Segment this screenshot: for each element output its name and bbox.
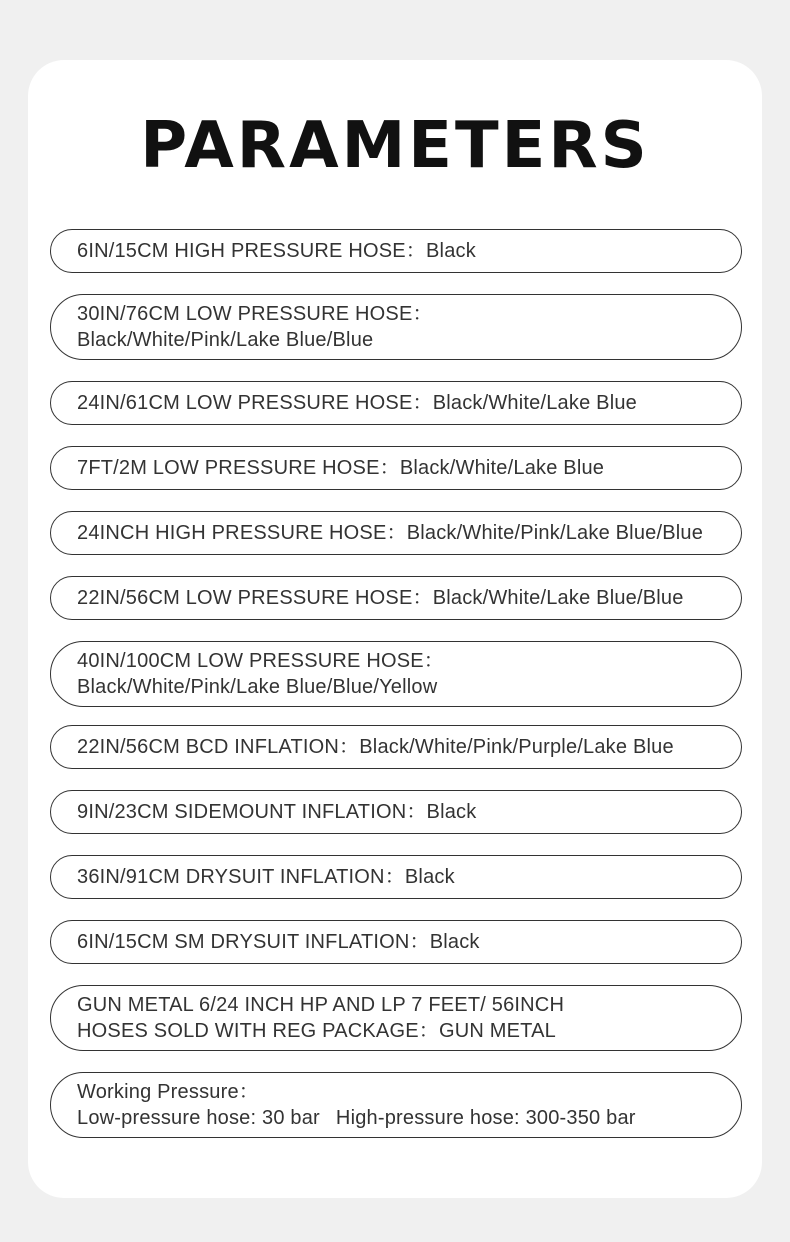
param-text: 30IN/76CM LOW PRESSURE HOSE： [77, 303, 433, 325]
param-text: 6IN/15CM SM DRYSUIT INFLATION：Black [77, 931, 480, 953]
param-text: Black/White/Pink/Lake Blue/Blue [77, 329, 374, 351]
param-text: 7FT/2M LOW PRESSURE HOSE：Black/White/Lake Blue [77, 457, 605, 479]
high-pressure-value: High-pressure hose: 300-350 bar [335, 1107, 636, 1129]
param-text: 9IN/23CM SIDEMOUNT INFLATION：Black [77, 801, 477, 823]
low-pressure-value: Low-pressure hose: 30 bar [77, 1107, 320, 1129]
param-item [50, 229, 742, 273]
param-text: Working Pressure： [77, 1081, 259, 1103]
param-text: 24IN/61CM LOW PRESSURE HOSE：Black/White/Lake Blue [77, 392, 637, 414]
param-item [50, 511, 742, 555]
param-text: 22IN/56CM BCD INFLATION：Black/White/Pink/Purple/Lake Blue [77, 736, 674, 758]
param-item [50, 790, 742, 834]
param-item [50, 641, 742, 707]
param-item [50, 855, 742, 899]
param-item [50, 446, 742, 490]
param-item [50, 920, 742, 964]
param-item [50, 576, 742, 620]
param-item [50, 381, 742, 425]
param-text-pressures [77, 1105, 717, 1131]
param-text: 40IN/100CM LOW PRESSURE HOSE： [77, 650, 445, 672]
param-item [50, 725, 742, 769]
param-text: GUN METAL 6/24 INCH HP AND LP 7 FEET/ 56INCH [77, 994, 565, 1016]
param-item [50, 294, 742, 360]
param-text: Black/White/Pink/Lake Blue/Blue/Yellow [77, 676, 438, 698]
page-title: PARAMETERS [140, 109, 650, 183]
param-item [50, 985, 742, 1051]
param-text: HOSES SOLD WITH REG PACKAGE：GUN METAL [77, 1020, 556, 1042]
param-text: 6IN/15CM HIGH PRESSURE HOSE：Black [77, 240, 476, 262]
param-text: 22IN/56CM LOW PRESSURE HOSE：Black/White/Lake Blue/Blue [77, 587, 684, 609]
param-text: 36IN/91CM DRYSUIT INFLATION：Black [77, 866, 455, 888]
param-text: 24INCH HIGH PRESSURE HOSE：Black/White/Pink/Lake Blue/Blue [77, 522, 704, 544]
param-item-working-pressure [50, 1072, 742, 1138]
